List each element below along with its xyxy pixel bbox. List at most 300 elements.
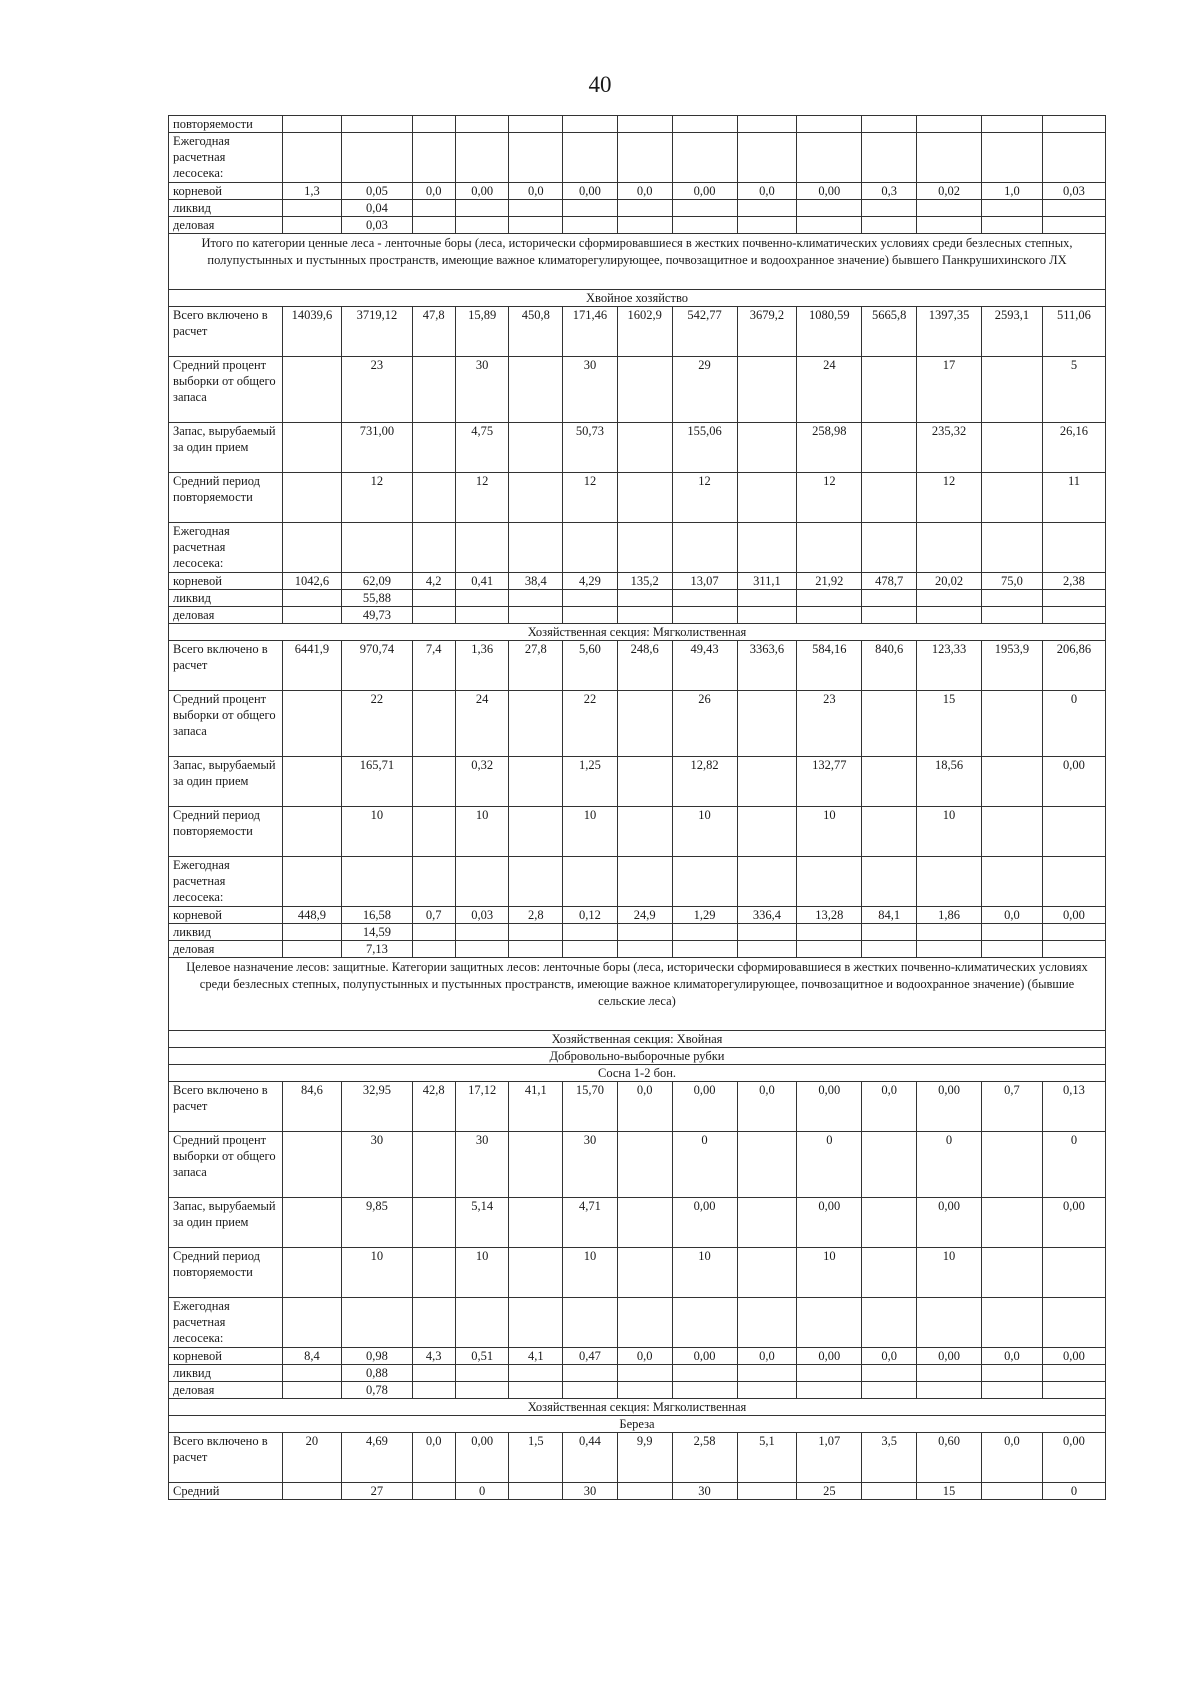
table-cell: [282, 941, 342, 958]
table-cell: 0,0: [617, 183, 672, 200]
table-row: [169, 857, 1106, 907]
table-row: [169, 217, 1106, 234]
table-cell: 22: [563, 691, 618, 757]
table-cell: [509, 133, 563, 183]
table-cell: [563, 116, 618, 133]
table-cell: 12: [797, 473, 862, 523]
table-cell: 12: [342, 473, 412, 523]
table-cell: 0,00: [1042, 907, 1105, 924]
table-cell: 84,1: [862, 907, 917, 924]
table-row: [169, 1248, 1106, 1298]
table-cell: 4,69: [342, 1433, 412, 1483]
table-row: [169, 590, 1106, 607]
table-cell: [617, 1248, 672, 1298]
table-cell: [672, 924, 737, 941]
table-cell: 4,3: [412, 1348, 455, 1365]
table-cell: [797, 1298, 862, 1348]
table-cell: 0,00: [1042, 1433, 1105, 1483]
table-cell: [862, 1132, 917, 1198]
table-cell: 0,78: [342, 1382, 412, 1399]
table-cell: [982, 200, 1043, 217]
table-cell: [797, 857, 862, 907]
table-cell: 0,03: [1042, 183, 1105, 200]
table-cell: [617, 590, 672, 607]
table-cell: [672, 1365, 737, 1382]
table-cell: 49,43: [672, 641, 737, 691]
table-cell: [412, 857, 455, 907]
table-cell: [282, 133, 342, 183]
table-cell: [737, 941, 797, 958]
table-cell: 2,8: [509, 907, 563, 924]
table-cell: [282, 1132, 342, 1198]
table-cell: [982, 1298, 1043, 1348]
table-cell: 0,00: [455, 1433, 509, 1483]
table-cell: [455, 200, 509, 217]
table-cell: 30: [455, 1132, 509, 1198]
section-header-row: [169, 1065, 1106, 1082]
table-cell: 4,29: [563, 573, 618, 590]
table-cell: 17,12: [455, 1082, 509, 1132]
table-cell: [455, 217, 509, 234]
section-header-row: [169, 290, 1106, 307]
table-cell: [862, 133, 917, 183]
row-label: Средний период повторяемости: [169, 807, 283, 857]
table-cell: [982, 133, 1043, 183]
table-cell: [282, 1198, 342, 1248]
table-cell: 258,98: [797, 423, 862, 473]
table-cell: [917, 924, 982, 941]
table-cell: 38,4: [509, 573, 563, 590]
table-cell: [455, 523, 509, 573]
table-cell: [509, 473, 563, 523]
table-cell: [617, 133, 672, 183]
section-title: Хозяйственная секция: Мягколиственная: [169, 1399, 1106, 1416]
section-header-row: [169, 234, 1106, 290]
table-cell: [797, 924, 862, 941]
table-cell: [509, 924, 563, 941]
row-label: Ежегодная расчетная лесосека:: [169, 523, 283, 573]
table-cell: [982, 757, 1043, 807]
table-cell: [617, 473, 672, 523]
table-cell: 20: [282, 1433, 342, 1483]
table-cell: [617, 607, 672, 624]
table-cell: 135,2: [617, 573, 672, 590]
table-row: [169, 1298, 1106, 1348]
table-cell: [563, 217, 618, 234]
table-cell: [412, 523, 455, 573]
table-cell: 10: [917, 807, 982, 857]
table-cell: [509, 757, 563, 807]
row-label: Средний процент выборки от общего запаса: [169, 1132, 283, 1198]
table-cell: 30: [563, 1483, 618, 1500]
table-cell: 21,92: [797, 573, 862, 590]
row-label: ликвид: [169, 590, 283, 607]
table-cell: 0: [455, 1483, 509, 1500]
table-cell: [617, 1132, 672, 1198]
table-cell: [282, 924, 342, 941]
table-cell: [455, 1382, 509, 1399]
table-cell: 30: [672, 1483, 737, 1500]
table-cell: 0,44: [563, 1433, 618, 1483]
table-cell: 0,13: [1042, 1082, 1105, 1132]
table-cell: [737, 1132, 797, 1198]
table-cell: [862, 691, 917, 757]
table-cell: 5: [1042, 357, 1105, 423]
row-label: Средний процент выборки от общего запаса: [169, 691, 283, 757]
table-cell: 3719,12: [342, 307, 412, 357]
table-cell: [862, 590, 917, 607]
table-cell: 1,07: [797, 1433, 862, 1483]
table-cell: [282, 1365, 342, 1382]
table-cell: [797, 1365, 862, 1382]
section-header-row: [169, 1399, 1106, 1416]
table-row: [169, 1365, 1106, 1382]
table-cell: [509, 1248, 563, 1298]
table-cell: [282, 116, 342, 133]
table-cell: [282, 1483, 342, 1500]
row-label: деловая: [169, 217, 283, 234]
table-cell: [509, 217, 563, 234]
table-cell: 12,82: [672, 757, 737, 807]
table-cell: 4,75: [455, 423, 509, 473]
table-cell: 23: [797, 691, 862, 757]
table-cell: [617, 523, 672, 573]
table-cell: 50,73: [563, 423, 618, 473]
table-cell: [917, 523, 982, 573]
table-cell: 511,06: [1042, 307, 1105, 357]
section-header-row: [169, 958, 1106, 1031]
table-cell: [797, 200, 862, 217]
table-cell: 0: [1042, 1483, 1105, 1500]
table-cell: 14039,6: [282, 307, 342, 357]
table-cell: [737, 807, 797, 857]
table-cell: [982, 523, 1043, 573]
table-cell: 1,29: [672, 907, 737, 924]
section-header-row: [169, 624, 1106, 641]
table-cell: 123,33: [917, 641, 982, 691]
table-cell: [917, 133, 982, 183]
table-cell: [862, 1298, 917, 1348]
table-cell: 0,02: [917, 183, 982, 200]
row-label: деловая: [169, 1382, 283, 1399]
table-cell: 75,0: [982, 573, 1043, 590]
table-cell: [412, 133, 455, 183]
table-cell: [455, 133, 509, 183]
table-cell: [412, 941, 455, 958]
table-cell: 0,7: [982, 1082, 1043, 1132]
table-cell: [617, 1298, 672, 1348]
table-cell: 1080,59: [797, 307, 862, 357]
table-cell: 450,8: [509, 307, 563, 357]
table-cell: [672, 590, 737, 607]
table-cell: [412, 473, 455, 523]
table-cell: [282, 200, 342, 217]
table-cell: [982, 423, 1043, 473]
table-cell: [617, 924, 672, 941]
table-cell: 1,36: [455, 641, 509, 691]
table-cell: 9,85: [342, 1198, 412, 1248]
table-row: [169, 473, 1106, 523]
row-label: Средний период повторяемости: [169, 1248, 283, 1298]
table-cell: [862, 857, 917, 907]
table-cell: [563, 941, 618, 958]
table-cell: 1,86: [917, 907, 982, 924]
table-cell: 32,95: [342, 1082, 412, 1132]
table-cell: 584,16: [797, 641, 862, 691]
table-cell: 3363,6: [737, 641, 797, 691]
table-cell: [982, 807, 1043, 857]
table-cell: [617, 423, 672, 473]
table-cell: [412, 357, 455, 423]
table-cell: [563, 523, 618, 573]
table-cell: [1042, 1298, 1105, 1348]
table-cell: [797, 607, 862, 624]
table-cell: [342, 1298, 412, 1348]
table-cell: 30: [455, 357, 509, 423]
table-cell: [917, 1365, 982, 1382]
table-row: [169, 907, 1106, 924]
table-cell: [917, 1382, 982, 1399]
table-cell: [509, 1365, 563, 1382]
category-description: Итого по категории ценные леса - ленточные боры (леса, исторически сформировавшиеся в жестких почвенно-климатических условиях среди безлесных степных, полупустынных и пустынных пространств, имеющие важное климаторегулирующее, почвозащитное и водоохранное значение) бывшего Панкрушихинского ЛХ: [169, 234, 1106, 290]
table-cell: [342, 523, 412, 573]
table-cell: [509, 691, 563, 757]
table-cell: [1042, 924, 1105, 941]
table-cell: [797, 133, 862, 183]
row-label: корневой: [169, 1348, 283, 1365]
table-cell: [617, 200, 672, 217]
table-cell: [563, 200, 618, 217]
row-label: ликвид: [169, 924, 283, 941]
table-cell: 0,00: [672, 1082, 737, 1132]
table-cell: [982, 924, 1043, 941]
row-label: ликвид: [169, 1365, 283, 1382]
table-cell: 840,6: [862, 641, 917, 691]
table-cell: 0,00: [917, 1348, 982, 1365]
table-row: [169, 307, 1106, 357]
table-cell: 24,9: [617, 907, 672, 924]
table-cell: [282, 1298, 342, 1348]
table-cell: [412, 1365, 455, 1382]
section-title: Добровольно-выборочные рубки: [169, 1048, 1106, 1065]
table-cell: 27,8: [509, 641, 563, 691]
table-cell: [737, 924, 797, 941]
table-cell: [412, 423, 455, 473]
table-cell: 0,0: [412, 183, 455, 200]
table-cell: 10: [917, 1248, 982, 1298]
table-cell: [862, 941, 917, 958]
table-cell: [282, 423, 342, 473]
table-cell: [455, 857, 509, 907]
table-cell: 24: [797, 357, 862, 423]
table-cell: 248,6: [617, 641, 672, 691]
table-cell: 171,46: [563, 307, 618, 357]
table-cell: [862, 357, 917, 423]
table-cell: 0,0: [862, 1348, 917, 1365]
table-cell: [617, 116, 672, 133]
table-cell: 0,00: [455, 183, 509, 200]
row-label: деловая: [169, 607, 283, 624]
table-cell: 4,71: [563, 1198, 618, 1248]
table-cell: 27: [342, 1483, 412, 1500]
row-label: корневой: [169, 573, 283, 590]
table-cell: 0,04: [342, 200, 412, 217]
table-cell: [982, 1483, 1043, 1500]
table-cell: 7,4: [412, 641, 455, 691]
table-cell: [509, 857, 563, 907]
table-cell: [797, 1382, 862, 1399]
table-cell: [509, 357, 563, 423]
table-row: [169, 641, 1106, 691]
table-cell: [412, 757, 455, 807]
table-cell: 55,88: [342, 590, 412, 607]
table-cell: [1042, 807, 1105, 857]
table-cell: 0: [672, 1132, 737, 1198]
table-cell: 41,1: [509, 1082, 563, 1132]
section-title: Береза: [169, 1416, 1106, 1433]
table-cell: [1042, 217, 1105, 234]
table-cell: 17: [917, 357, 982, 423]
table-cell: 0,41: [455, 573, 509, 590]
table-cell: [1042, 133, 1105, 183]
table-cell: [672, 1298, 737, 1348]
table-cell: 10: [672, 1248, 737, 1298]
table-cell: 0,0: [982, 907, 1043, 924]
table-cell: 1042,6: [282, 573, 342, 590]
table-cell: [412, 1298, 455, 1348]
table-row: [169, 357, 1106, 423]
category-description: Целевое назначение лесов: защитные. Категории защитных лесов: ленточные боры (леса, исторически сформировавшиеся в жестких почвенно-климатических условиях среди безлесных степных, полупустынных и пустынных пространств, имеющие важное климаторегулирующее, почвозащитное и водоохранное значение) (бывшие сельские леса): [169, 958, 1106, 1031]
table-cell: [412, 1198, 455, 1248]
table-cell: 2,38: [1042, 573, 1105, 590]
table-cell: [282, 1248, 342, 1298]
table-cell: 0,0: [862, 1082, 917, 1132]
table-cell: 1602,9: [617, 307, 672, 357]
row-label: Ежегодная расчетная лесосека:: [169, 857, 283, 907]
table-cell: 0,0: [617, 1082, 672, 1132]
table-cell: 13,07: [672, 573, 737, 590]
row-label: повторяемости: [169, 116, 283, 133]
table-cell: [982, 217, 1043, 234]
table-cell: 3679,2: [737, 307, 797, 357]
table-cell: [509, 607, 563, 624]
table-cell: 2593,1: [982, 307, 1043, 357]
table-cell: 1,5: [509, 1433, 563, 1483]
table-cell: 12: [455, 473, 509, 523]
table-cell: [455, 607, 509, 624]
table-cell: [282, 217, 342, 234]
table-cell: 20,02: [917, 573, 982, 590]
table-cell: [412, 200, 455, 217]
table-cell: 0,00: [917, 1082, 982, 1132]
table-cell: 542,77: [672, 307, 737, 357]
table-cell: [917, 217, 982, 234]
row-label: Средний период повторяемости: [169, 473, 283, 523]
table-cell: [797, 941, 862, 958]
table-cell: 0,03: [455, 907, 509, 924]
table-cell: [797, 523, 862, 573]
table-cell: 25: [797, 1483, 862, 1500]
table-cell: 42,8: [412, 1082, 455, 1132]
table-cell: [282, 857, 342, 907]
table-cell: 18,56: [917, 757, 982, 807]
row-label: деловая: [169, 941, 283, 958]
table-cell: 14,59: [342, 924, 412, 941]
table-cell: [982, 590, 1043, 607]
table-row: [169, 573, 1106, 590]
table-cell: [737, 590, 797, 607]
table-cell: [617, 357, 672, 423]
table-cell: 336,4: [737, 907, 797, 924]
table-cell: 15,70: [563, 1082, 618, 1132]
table-cell: [797, 217, 862, 234]
table-cell: [672, 1382, 737, 1399]
table-cell: [862, 116, 917, 133]
table-cell: 10: [672, 807, 737, 857]
table-cell: [617, 691, 672, 757]
table-cell: 311,1: [737, 573, 797, 590]
table-cell: 26,16: [1042, 423, 1105, 473]
table-cell: [563, 924, 618, 941]
table-cell: [982, 357, 1043, 423]
table-cell: 10: [342, 807, 412, 857]
table-cell: 22: [342, 691, 412, 757]
table-row: [169, 200, 1106, 217]
table-cell: [862, 1483, 917, 1500]
table-cell: 478,7: [862, 573, 917, 590]
table-cell: [672, 217, 737, 234]
table-cell: [412, 691, 455, 757]
table-cell: 15: [917, 691, 982, 757]
table-cell: [862, 523, 917, 573]
table-cell: 15,89: [455, 307, 509, 357]
table-cell: 0,98: [342, 1348, 412, 1365]
table-cell: 30: [563, 357, 618, 423]
table-cell: [1042, 857, 1105, 907]
table-cell: [982, 607, 1043, 624]
table-row: [169, 116, 1106, 133]
table-cell: [737, 1198, 797, 1248]
table-cell: 0,0: [737, 1082, 797, 1132]
table-cell: [342, 116, 412, 133]
table-cell: [455, 116, 509, 133]
table-cell: [672, 523, 737, 573]
table-cell: 0,47: [563, 1348, 618, 1365]
table-row: [169, 1132, 1106, 1198]
row-label: Запас, вырубаемый за один прием: [169, 423, 283, 473]
table-cell: 448,9: [282, 907, 342, 924]
table-cell: 3,5: [862, 1433, 917, 1483]
table-cell: [563, 1365, 618, 1382]
table-cell: [672, 607, 737, 624]
table-cell: 0: [917, 1132, 982, 1198]
section-header-row: [169, 1048, 1106, 1065]
table-cell: [282, 590, 342, 607]
table-cell: [862, 200, 917, 217]
table-cell: [737, 217, 797, 234]
table-cell: 2,58: [672, 1433, 737, 1483]
row-label: корневой: [169, 907, 283, 924]
table-cell: 0,7: [412, 907, 455, 924]
table-cell: [563, 133, 618, 183]
table-cell: [412, 1132, 455, 1198]
table-row: [169, 423, 1106, 473]
table-cell: [982, 1365, 1043, 1382]
table-cell: 15: [917, 1483, 982, 1500]
table-cell: 10: [455, 1248, 509, 1298]
table-cell: [509, 807, 563, 857]
row-label: Запас, вырубаемый за один прием: [169, 1198, 283, 1248]
